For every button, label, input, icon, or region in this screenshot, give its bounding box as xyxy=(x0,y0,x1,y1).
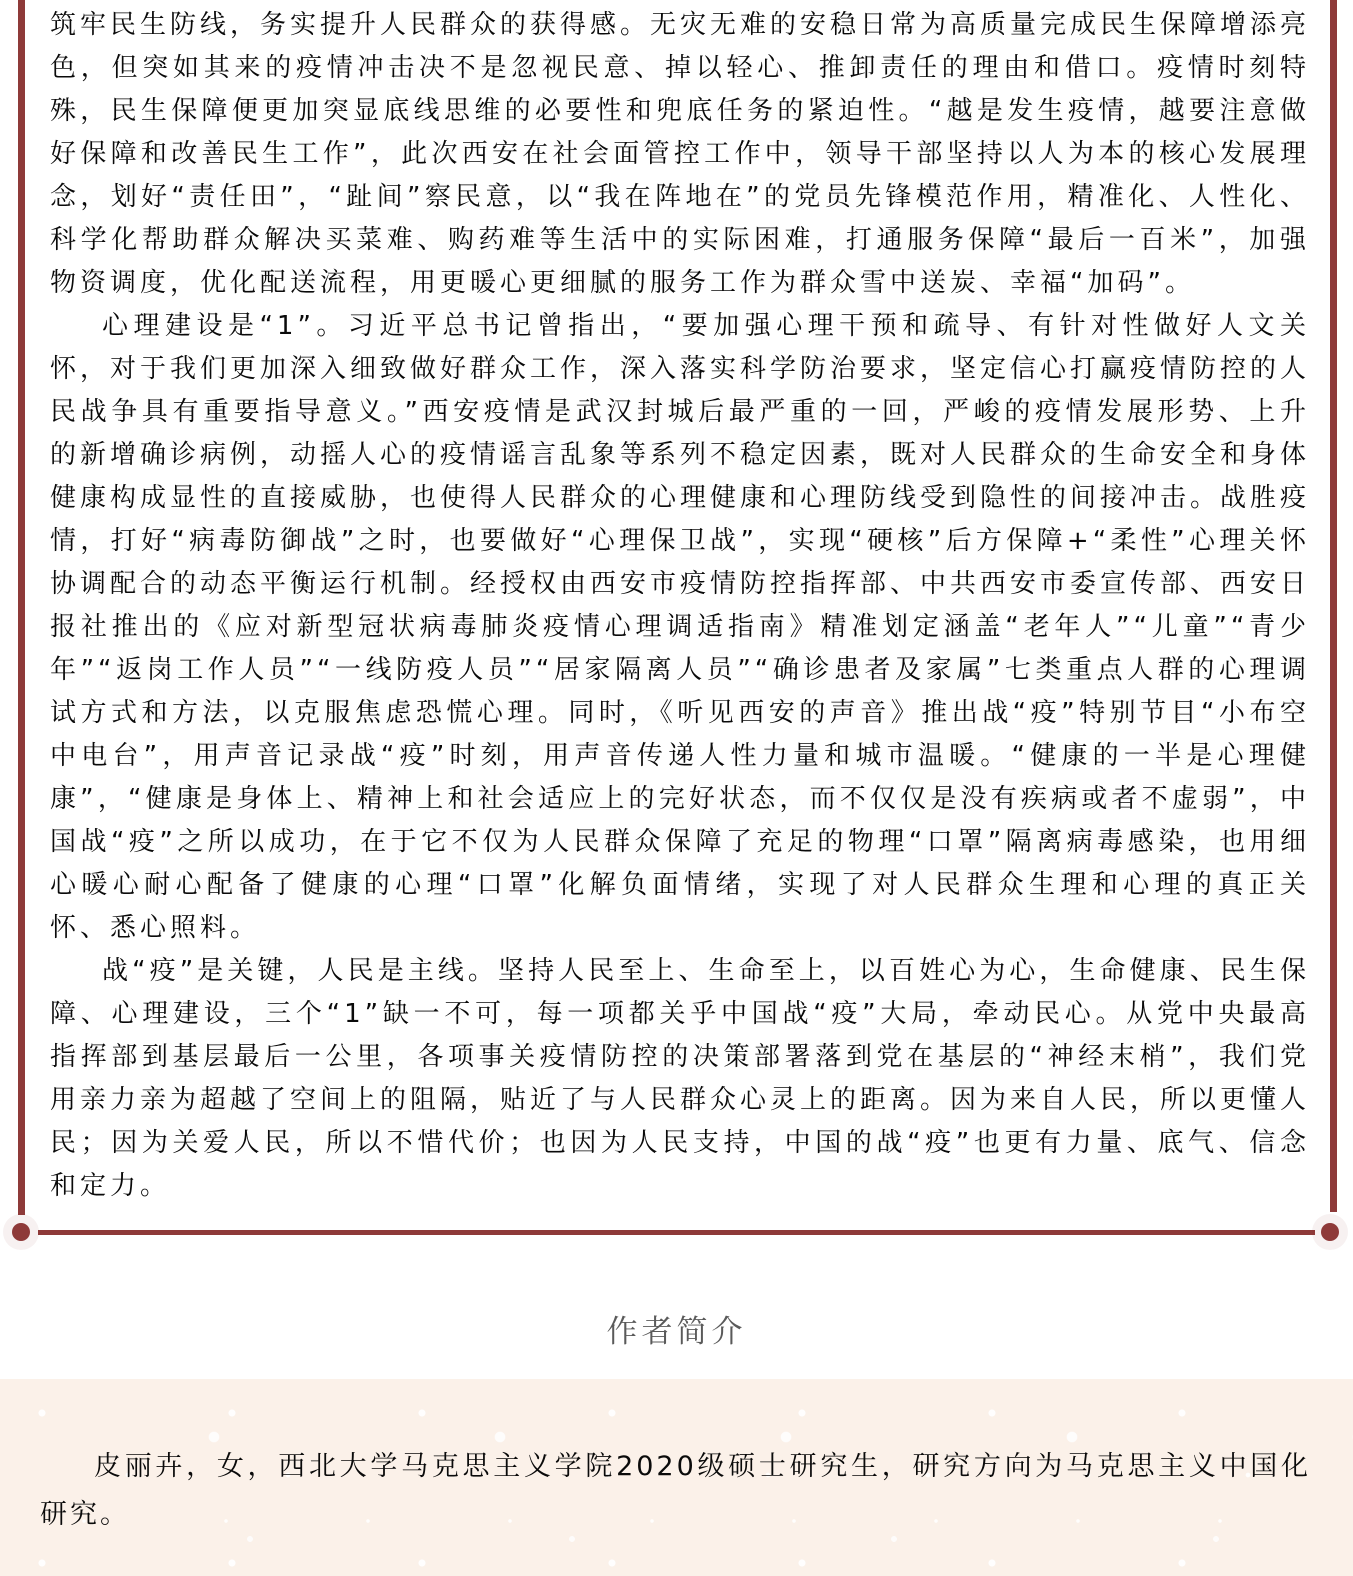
article-paragraph: 筑牢民生防线，务实提升人民群众的获得感。无灾无难的安稳日常为高质量完成民生保障增添亮色，但突如其来的疫情冲击决不是忽视民意、掉以轻心、推卸责任的理由和借口。疫情时刻特殊，民生保障便更加突显底线思维的必要性和兜底任务的紧迫性。“越是发生疫情，越要注意做好保障和改善民生工作”，此次西安在社会面管控工作中，领导干部坚持以人为本的核心发展理念，划好“责任田”，“趾间”察民意，以“我在阵地在”的党员先锋模范作用，精准化、人性化、科学化帮助群众解决买菜难、购药难等生活中的实际困难，打通服务保障“最后一百米”，加强物资调度，优化配送流程，用更暖心更细腻的服务工作为群众雪中送炭、幸福“加码”。 xyxy=(50,10,1311,298)
section-divider xyxy=(38,1230,1315,1235)
article-body xyxy=(50,4,1310,1208)
divider-dot-left xyxy=(12,1223,30,1241)
frame-right-rule xyxy=(1330,0,1337,1212)
author-bio-text: 皮丽卉，女，西北大学马克思主义学院2020级硕士研究生，研究方向为马克思主义中国化研究。 xyxy=(40,1451,1311,1530)
article-paragraph: 心理建设是“1”。习近平总书记曾指出，“要加强心理干预和疏导、有针对性做好人文关怀，对于我们更加深入细致做好群众工作，深入落实科学防治要求，坚定信心打赢疫情防控的人民战争具有重要指导意义。”西安疫情是武汉封城后最严重的一回，严峻的疫情发展形势、上升的新增确诊病例，动摇人心的疫情谣言乱象等系列不稳定因素，既对人民群众的生命安全和身体健康构成显性的直接威胁，也使得人民群众的心理健康和心理防线受到隐性的间接冲击。战胜疫情，打好“病毒防御战”之时，也要做好“心理保卫战”，实现“硬核”后方保障+“柔性”心理关怀协调配合的动态平衡运行机制。经授权由西安市疫情防控指挥部、中共西安市委宣传部、西安日报社推出的《应对新型冠状病毒肺炎疫情心理调适指南》精准划定涵盖“老年人”“儿童”“青少年”“返岗工作人员”“一线防疫人员”“居家隔离人员”“确诊患者及家属”七类重点人群的心理调试方式和方法，以克服焦虑恐慌心理。同时，《听见西安的声音》推出战“疫”特别节目“小布空中电台”，用声音记录战“疫”时刻，用声音传递人性力量和城市温暖。“健康的一半是心理健康”，“健康是身体上、精神上和社会适应上的完好状态，而不仅仅是没有疾病或者不虚弱”，中国战“疫”之所以成功，在于它不仅为人民群众保障了充足的物理“口罩”隔离病毒感染，也用细心暖心耐心配备了健康的心理“口罩”化解负面情绪，实现了对人民群众生理和心理的真正关怀、悉心照料。 xyxy=(50,311,1311,943)
author-bio-box xyxy=(0,1379,1353,1576)
article-paragraph: 战“疫”是关键，人民是主线。坚持人民至上、生命至上，以百姓心为心，生命健康、民生保障、心理建设，三个“1”缺一不可，每一项都关乎中国战“疫”大局，牵动民心。从党中央最高指挥部到基层最后一公里，各项事关疫情防控的决策部署落到党在基层的“神经末梢”，我们党用亲力亲为超越了空间上的阻隔，贴近了与人民群众心灵上的距离。因为来自人民，所以更懂人民；因为关爱人民，所以不惜代价；也因为人民支持，中国的战“疫”也更有力量、底气、信念和定力。 xyxy=(50,956,1311,1201)
author-section-title: 作者简介 xyxy=(606,1314,747,1350)
frame-left-rule xyxy=(18,0,25,1215)
divider-dot-right xyxy=(1321,1223,1339,1241)
